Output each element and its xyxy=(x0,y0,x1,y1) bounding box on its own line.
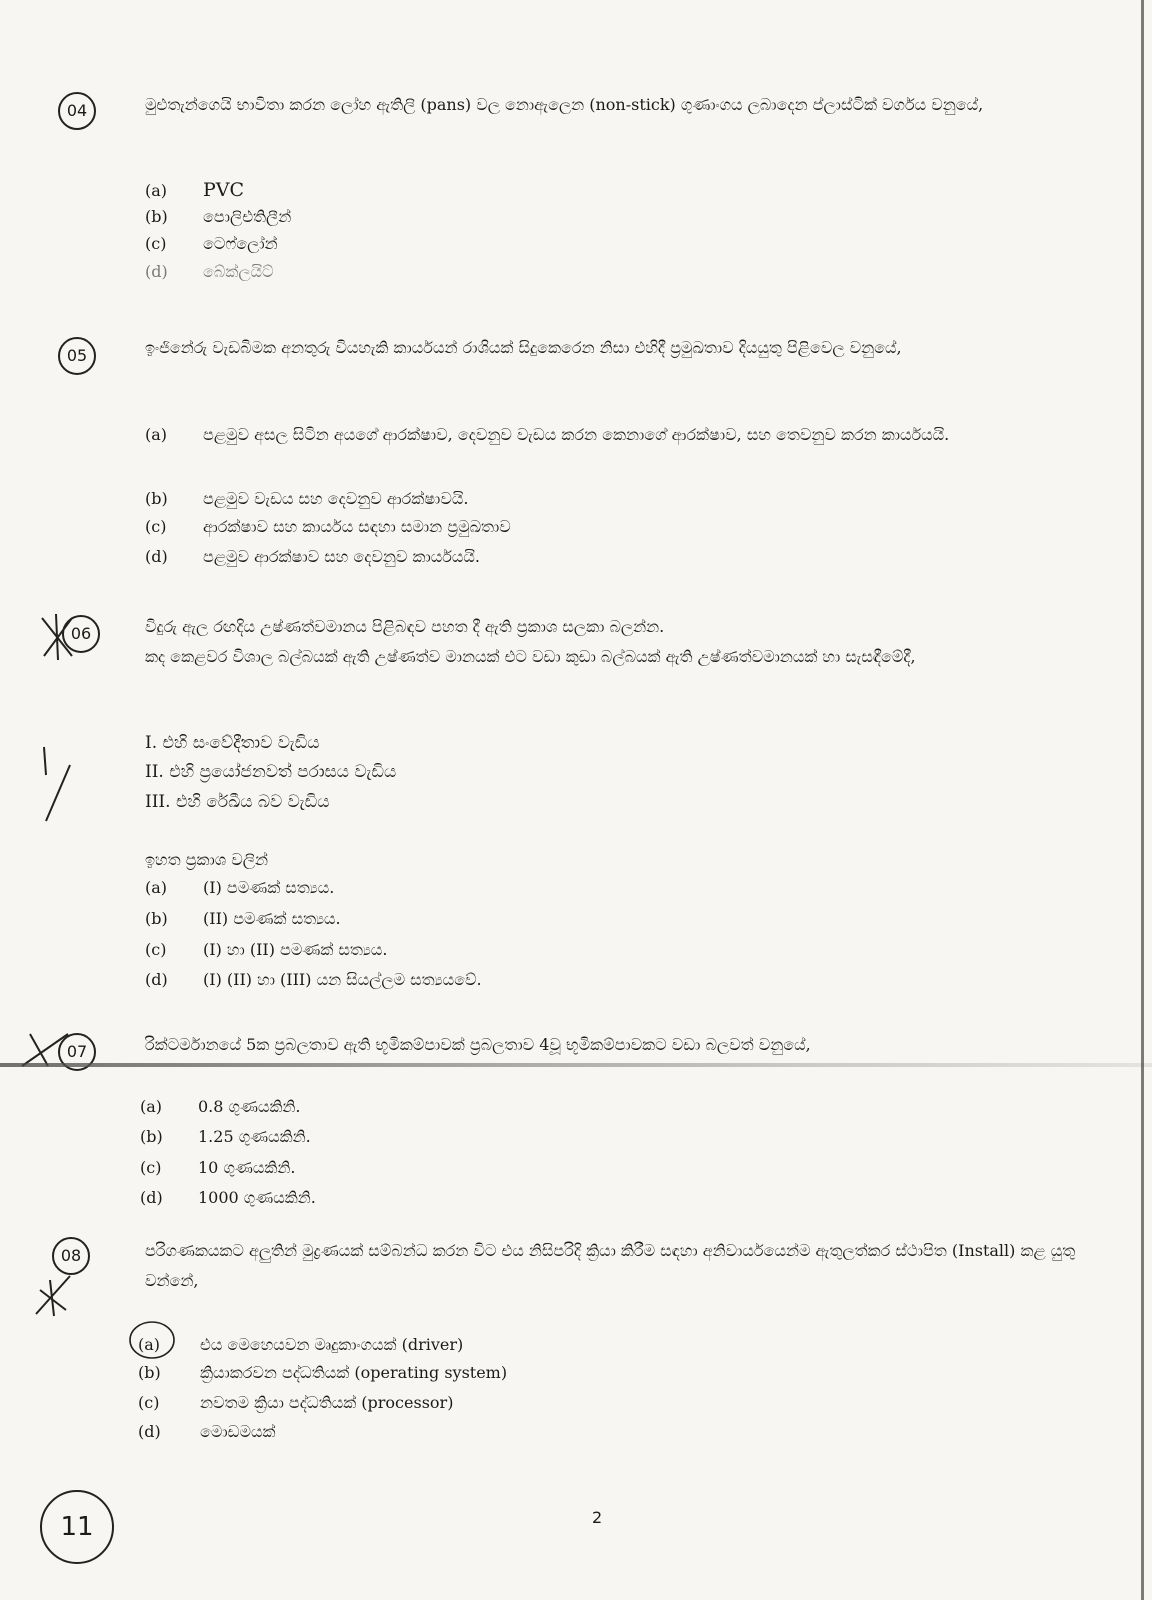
scan-right-edge xyxy=(1141,0,1144,1600)
option-06-a: (a) (I) පමණක් සත්‍යය. xyxy=(145,878,335,897)
option-05-a: (a) පළමුව අසල සිටින අයගේ ආරක්ෂාව, දෙවනුව වැඩය කරන කෙනාගේ ආරක්ෂාව, සහ තෙවනුව කරන කාර්යයයි. xyxy=(145,425,950,444)
option-06-c: (c) (I) හා (II) පමණක් සත්‍යය. xyxy=(145,940,388,959)
option-04-c: (c) ටෙෆ්ලෝන් xyxy=(145,234,278,253)
question-stem-04: මුළුතැන්ගෙයි භාවිතා කරන ලෝහ ඇතිලි (pans) වල නොඇලෙන (non-stick) ගුණාංගය ලබාදෙන ප්ලාස්ටික් වර්ගය වනුයේ, xyxy=(145,95,984,114)
scan-artifact-line xyxy=(0,1063,1152,1067)
option-08-b: (b) ක්‍රියාකරවන පද්ධතියක් (operating system) xyxy=(138,1363,508,1382)
option-07-c: (c) 10 ගුණයකිනි. xyxy=(140,1158,296,1177)
option-07-b: (b) 1.25 ගුණයකිනි. xyxy=(140,1127,311,1146)
handwritten-slash-mark xyxy=(40,745,80,825)
question-stem-08: පරිගණකයකට අලුතින් මුද්‍රණයක් සම්බන්ධ කරන විට එය නිසිපරිදි ක්‍රියා කිරීම සඳහා අනිවාර්යයෙන්ම ඇතුලත්කර ස්ථාපිත (Install) කළ යුතු වන්නේ, xyxy=(145,1241,1076,1290)
option-07-a: (a) 0.8 ගුණයකිනි. xyxy=(140,1097,301,1116)
statement-iii: III. එහි රේඛීය බව වැඩිය xyxy=(145,792,330,812)
option-04-b: (b) පොලිඑතිලීන් xyxy=(145,207,292,226)
option-07-d: (d) 1000 ගුණයකිනි. xyxy=(140,1188,316,1207)
option-04-d: (d) බේක්ලයිට් xyxy=(145,262,274,281)
option-05-c: (c) ආරක්ෂාව සහ කාර්යය සඳහා සමාන ප්‍රමුඛතාව xyxy=(145,517,511,536)
question-number-05: 05 xyxy=(58,337,96,375)
question-number-08: 08 xyxy=(52,1237,90,1275)
question-stem-07: රික්ටර්මානයේ 5ක ප්‍රබලතාව ඇති භූමිකම්පාවක් ප්‍රබලතාව 4වූ භූමිකම්පාවකට වඩා බලවත් වනුයේ, xyxy=(145,1035,811,1054)
page-number: 2 xyxy=(592,1508,603,1527)
question-number-07: 07 xyxy=(58,1033,96,1071)
option-08-a: (a) එය මෙහෙයවන මෘදුකාංගයක් (driver) xyxy=(138,1335,464,1354)
question-number-06: 06 xyxy=(62,615,100,653)
option-06-b: (b) (II) පමණක් සත්‍යය. xyxy=(145,909,341,928)
question-stem-05: ඉංජිනේරු වැඩබිමක අනතුරු වියහැකි කාර්යයන් රාශියක් සිදුකෙරෙන නිසා එහිදී ප්‍රමුඛතාව දියයුතු පිළිවෙල වනුයේ, xyxy=(145,338,902,357)
option-05-d: (d) පළමුව ආරක්ෂාව සහ දෙවනුව කාර්යයයි. xyxy=(145,547,481,566)
option-08-d: (d) මොඩමයක් xyxy=(138,1422,276,1441)
option-05-b: (b) පළමුව වැඩය සහ දෙවනුව ආරක්ෂාවයි. xyxy=(145,489,469,508)
statements-prompt: ඉහත ප්‍රකාශ වලින් xyxy=(145,850,269,869)
question-number-04: 04 xyxy=(58,92,96,130)
option-04-a: (a) PVC xyxy=(145,179,245,201)
question-stem-06: විදුරු ඇල රඟදිය උෂ්ණත්වමානය පිළිබඳව පහත දී ඇති ප්‍රකාශ සලකා බලන්න. කද කෙළවර විශාල බල්බයක් ඇති උෂ්ණත්ව මානයක් එට වඩා කුඩා බල්බයක් ඇති උෂ්ණත්වමානයක් හා සැසඳීමේදී, xyxy=(145,617,916,666)
option-06-d: (d) (I) (II) හා (III) යන සියල්ලම සත්‍යයවේ. xyxy=(145,970,482,989)
handwritten-scribble-mark xyxy=(30,1270,80,1320)
statement-i: I. එහි සංවේදීතාව වැඩිය xyxy=(145,733,320,753)
handwritten-circle-answer-mark xyxy=(124,1316,180,1362)
margin-score-note: 11 xyxy=(40,1490,114,1564)
statement-ii: II. එහි ප්‍රයෝජනවත් පරාසය වැඩිය xyxy=(145,762,397,782)
option-08-c: (c) නවතම ක්‍රියා පද්ධතියක් (processor) xyxy=(138,1393,454,1412)
